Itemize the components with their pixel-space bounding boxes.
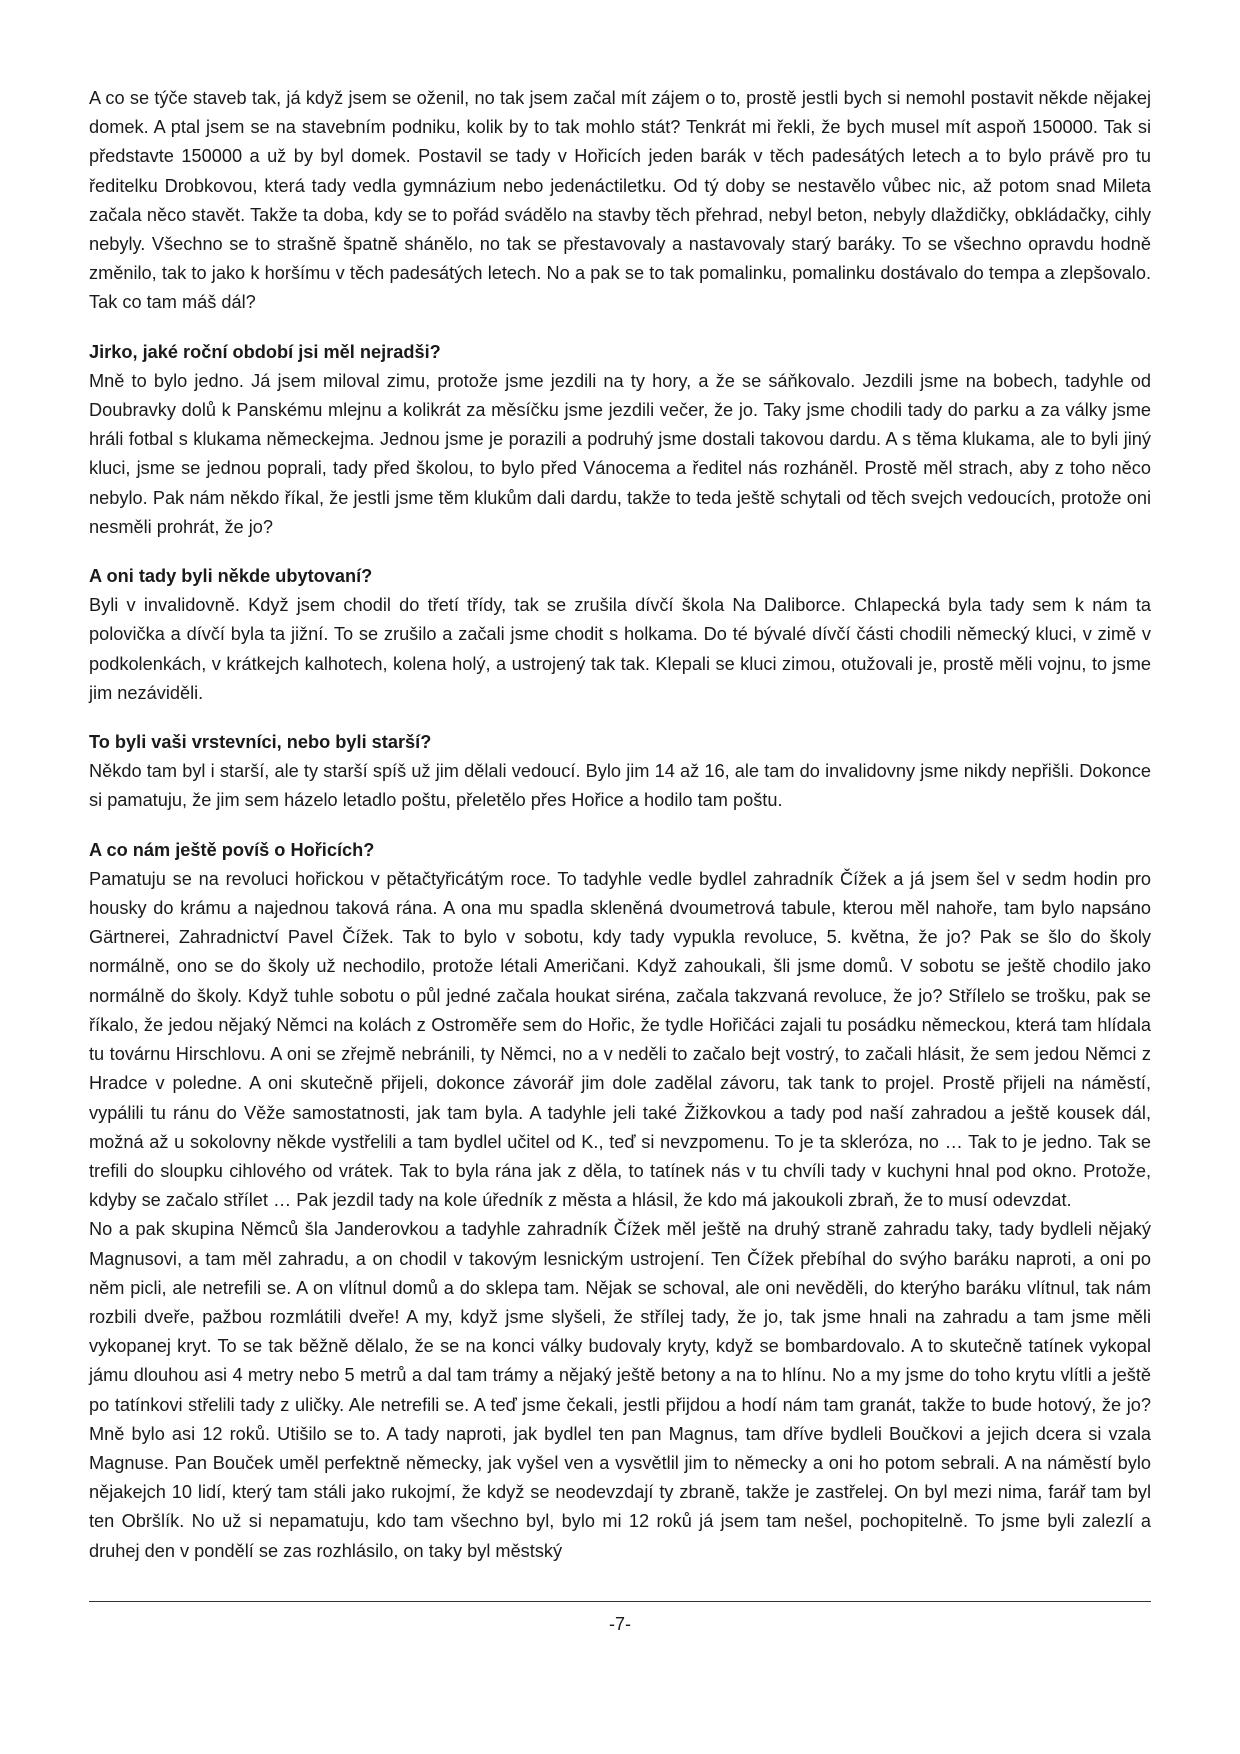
answer-paragraph: No a pak skupina Němců šla Janderovkou a tadyhle zahradník Čížek měl ještě na druhý straně zahradu taky, tady bydleli nějaký Magnusovi, a tam měl zahradu, a on chodil v takovým lesnickým ustrojení. Ten Čížek přebíhal do svýho baráku naproti, a oni po něm picli, ale netrefili se. A on vlítnul domů a do sklepa tam. Nějak se schoval, ale oni nevěděli, do kterýho baráku vlítnul, tak nám rozbili dveře, pažbou rozmlátili dveře! A my, když jsme slyšeli, že střílej tady, že jo, tak jsme hnali na zahradu a tam jsme měli vykopanej kryt. To se tak běžně dělalo, že se na konci války budovaly kryty, když se bombardovalo. A to skutečně tatínek vykopal jámu dlouhou asi 4 metry nebo 5 metrů a dal tam trámy a nějaký ještě betony a na to hlínu. No a my jsme do toho krytu vlítli a ještě po tatínkovi střelili tady z uličky. Ale netrefili se. A teď jsme čekali, jestli přijdou a hodí nám tam granát, takže to bude hotový, že jo? Mně bylo asi 12 roků. Utišilo se to. A tady naproti, jak bydlel ten pan Magnus, tam dříve bydleli Boučkovi a jejich dcera si vzala Magnuse. Pan Bouček uměl perfektně německy, jak vyšel ven a vysvětlil jim to německy a oni ho potom sebrali. A na náměstí bylo nějakejch 10 lidí, který tam stáli jako rukojmí, že když se neodevzdají ty zbraně, takže je zastřelej. On byl mezi nima, farář tam byl ten Obršlík. No už si nepamatuju, kdo tam všechno byl, bylo mi 12 roků já jsem tam nešel, pochopitelně. To jsme byli zalezlí a druhej den v pondělí se zas rozhlásilo, on taky byl městský [89, 1219, 1151, 1561]
answer-paragraph: Byli v invalidovně. Když jsem chodil do třetí třídy, tak se zrušila dívčí škola Na Daliborce. Chlapecká byla tady sem k nám ta polovička a dívčí byla ta jižní. To se zrušilo a začali jsme chodit s holkama. Do té bývalé dívčí části chodili německý kluci, v zimě v podkolenkách, v krátkejch kalhotech, kolena holý, a ustrojený tak tak. Klepali se kluci zimou, otužovali je, prostě měli vojnu, to jsme jim nezáviděli. [89, 595, 1151, 703]
question-heading: To byli vaši vrstevníci, nebo byli starší? [89, 732, 432, 753]
question-heading: A co nám ještě povíš o Hořicích? [89, 839, 375, 860]
page-number: -7- [609, 1614, 631, 1634]
document-body [89, 84, 1151, 1586]
question-heading: Jirko, jaké roční období jsi měl nejradši? [89, 341, 441, 362]
paragraph: A co se týče staveb tak, já když jsem se oženil, no tak jsem začal mít zájem o to, prostě jestli bych si nemohl postavit někde nějakej domek. A ptal jsem se na stavebním podniku, kolik by to tak mohlo stát? Tenkrát mi řekli, že bych musel mít aspoň 150000. Tak si představte 150000 a už by byl domek. Postavil se tady v Hořicích jeden barák v těch padesátých letech a to bylo právě pro tu ředitelku Drobkovou, která tady vedla gymnázium nebo jedenáctiletku. Od tý doby se nestavělo vůbec nic, až potom snad Mileta začala něco stavět. Takže ta doba, kdy se to pořád svádělo na stavby těch přehrad, nebyl beton, nebyly dlaždičky, obkládačky, cihly nebyly. Všechno se to strašně špatně shánělo, no tak se přestavovaly a nastavovaly starý baráky. To se všechno opravdu hodně změnilo, tak to jako k horšímu v těch padesátých letech. No a pak se to tak pomalinku, pomalinku dostávalo do tempa a zlepšovalo. Tak co tam máš dál? [89, 88, 1151, 313]
footer-divider [89, 1601, 1151, 1602]
answer-paragraph: Někdo tam byl i starší, ale ty starší spíš už jim dělali vedoucí. Bylo jim 14 až 16, ale tam do invalidovny jsme nikdy nepřišli. Dokonce si pamatuju, že jim sem házelo letadlo poštu, přeletělo přes Hořice a hodilo tam poštu. [89, 761, 1151, 811]
intro-block [89, 84, 1151, 318]
answer-paragraph: Mně to bylo jedno. Já jsem miloval zimu, protože jsme jezdili na ty hory, a že se sáňkovalo. Jezdili jsme na bobech, tadyhle od Doubravky dolů k Panskému mlejnu a kolikrát za měsíčku jsme jezdili večer, že jo. Taky jsme chodili tady do parku a za války jsme hráli fotbal s klukama německejma. Jednou jsme je porazili a podruhý jsme dostali takovou dardu. A s těma klukama, ale to byli jiný kluci, jsme se jednou poprali, tady před školou, to bylo před Vánocema a ředitel nás rozháněl. Prostě měl strach, aby z toho něco nebylo. Pak nám někdo říkal, že jestli jsme těm klukům dali dardu, takže to teda ještě schytali od těch svejch vedoucích, protože oni nesměli prohrát, že jo? [89, 370, 1151, 537]
qa-block [89, 728, 1151, 816]
qa-block [89, 836, 1151, 1566]
question-heading: A oni tady byli někde ubytovaní? [89, 566, 373, 587]
answer-paragraph: Pamatuju se na revoluci hořickou v pětačtyřicátým roce. To tadyhle vedle bydlel zahradník Čížek a já jsem šel v sedm hodin pro housky do krámu a najednou taková rána. A ona mu spadla skleněná dvoumetrová tabule, kterou měl nahoře, tam bylo napsáno Gärtnerei, Zahradnictví Pavel Čížek. Tak to bylo v sobotu, kdy tady vypukla revoluce, 5. května, že jo? Pak se šlo do školy normálně, ono se do školy už nechodilo, protože létali Američani. Když zahoukali, šli jsme domů. V sobotu se ještě chodilo jako normálně do školy. Když tuhle sobotu o půl jedné začala houkat siréna, začala takzvaná revoluce, že jo? Střílelo se trošku, pak se říkalo, že jedou nějaký Němci na kolách z Ostroměře sem do Hořic, že tydle Hořičáci zajali tu posádku německou, která tam hlídala tu továrnu Hirschlovu. A oni se zřejmě nebránili, ty Němci, no a v neděli to začalo bejt vostrý, to začali hlásit, že sem jedou Němci z Hradce v poledne. A oni skutečně přijeli, dokonce závorář jim dole zadělal závoru, tak tank to projel. Prostě přijeli na náměstí, vypálili tu ránu do Věže samostatnosti, jak tam byla. A tadyhle jeli také Žižkovkou a tady pod naší zahradou a ještě kousek dál, možná až u sokolovny někde vystřelili a tam bydlel učitel od K., teď si nevzpomenu. To je ta skleróza, no … Tak to je jedno. Tak se trefili do sloupku cihlového od vrátek. Tak to byla rána jak z děla, to tatínek nás v tu chvíli tady v kuchyni hnal pod okno. Protože, kdyby se začalo střílet … Pak jezdil tady na kole úředník z města a hlásil, že kdo má jakoukoli zbraň, že to musí odevzdat. [89, 868, 1151, 1211]
qa-block [89, 562, 1151, 708]
qa-block [89, 338, 1151, 542]
